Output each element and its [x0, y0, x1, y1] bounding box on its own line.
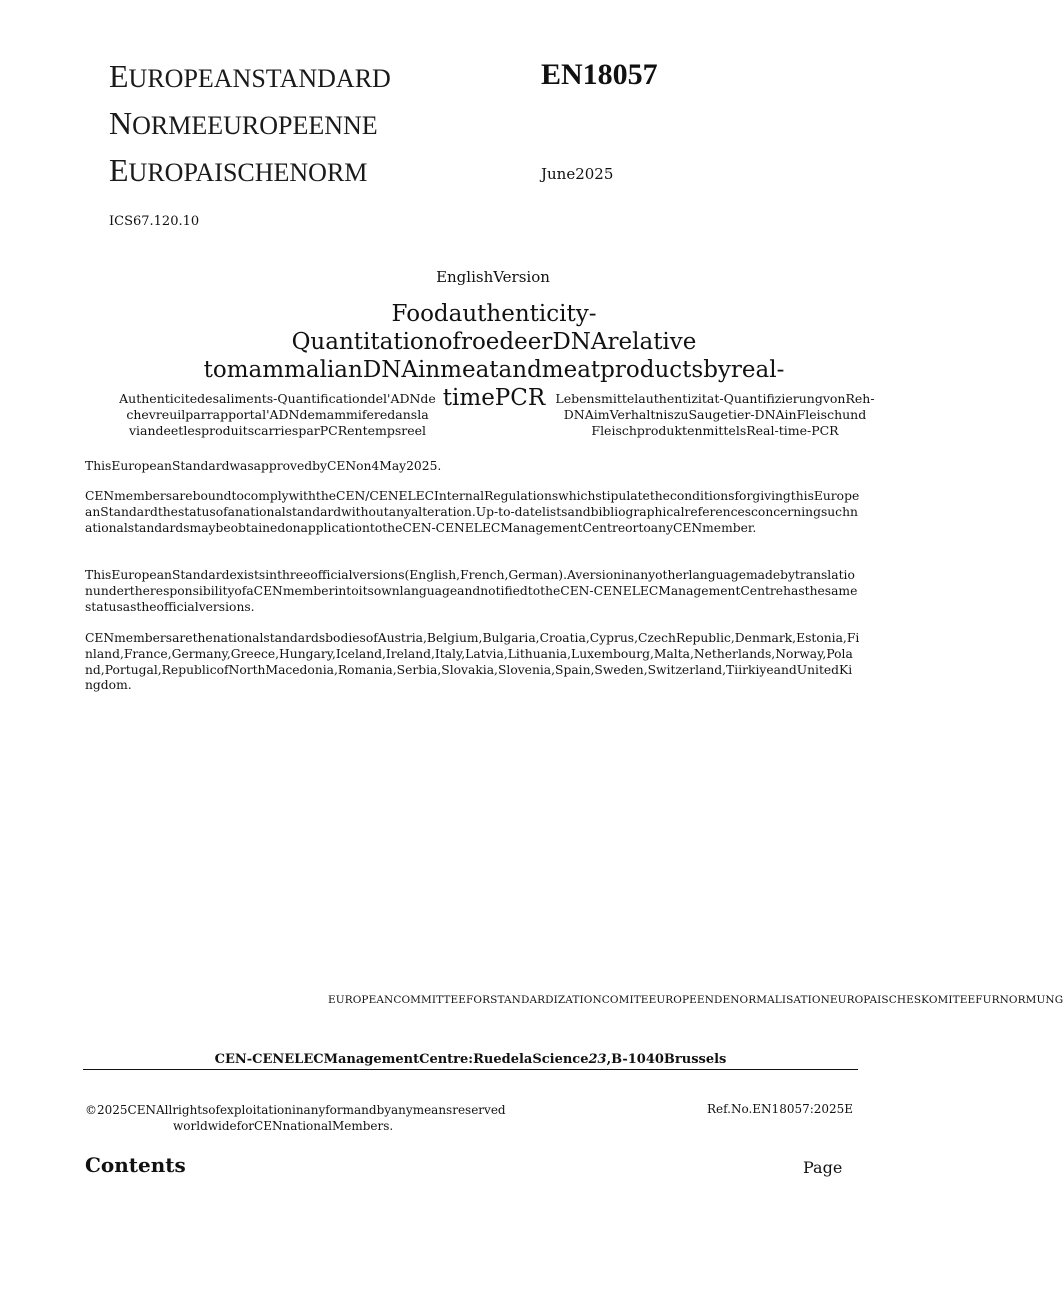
german-title-line: DNAimVerhaltniszuSaugetier-DNAinFleischund: [563, 407, 867, 422]
french-title-line: chevreuilparrapportal'ADNdemammiferedansla: [126, 407, 429, 422]
german-title: [555, 391, 875, 439]
title-european-standard: EUROPEANSTANDARD: [109, 58, 391, 94]
copyright-line: ©2025CENAllrightsofexploitationinanyformandbyanymeansreserved: [85, 1103, 506, 1117]
german-title-line: FleischproduktenmittelsReal-time-PCR: [591, 423, 839, 438]
centre-address-number: 23: [588, 1052, 607, 1067]
page-column-label: Page: [803, 1158, 843, 1177]
approval-paragraph: ThisEuropeanStandardwasapprovedbyCENon4May2025.: [85, 459, 442, 473]
management-centre-address: [83, 1052, 858, 1070]
main-title-line: Foodauthenticity-QuantitationofroedeerDNArelative: [291, 301, 697, 355]
ics-code: ICS67.120.10: [109, 214, 200, 229]
publication-date: June2025: [541, 165, 614, 183]
centre-address-prefix: CEN-CENELECManagementCentre:RuedelaScience: [214, 1052, 589, 1067]
copyright-notice: [85, 1102, 506, 1134]
reference-number: Ref.No.EN18057:2025E: [707, 1102, 854, 1116]
copyright-line: worldwideforCENnationalMembers.: [173, 1119, 394, 1133]
committee-names: EUROPEANCOMMITTEEFORSTANDARDIZATIONCOMITEEUROPEENDENORMALISATIONEUROPAISCHESKOMITEEFURNORMUNG: [328, 994, 1063, 1006]
contents-heading: Contents: [85, 1153, 186, 1177]
official-versions-paragraph: ThisEuropeanStandardexistsinthreeofficialversions(English,French,German).AversioninanyotherlanguagemadebytranslationundertheresponsibilityofaCENmemberintoitsownlanguageandnotifiedtotheCEN-CENELECManagementCentrehasthesamestatusastheofficialversions.: [85, 568, 858, 614]
main-title-line: tomammalianDNAinmeatandmeatproductsbyreal-: [203, 357, 785, 383]
centre-address-suffix: ,B-1040Brussels: [606, 1052, 727, 1067]
main-title-line: timePCR: [442, 385, 546, 411]
cen-members-paragraph: CENmembersarethenationalstandardsbodiesofAustria,Belgium,Bulgaria,Croatia,Cyprus,CzechRepublic,Denmark,Estonia,Finland,France,Germany,Greece,Hungary,Iceland,Ireland,Italy,Latvia,Lithuania,Luxembourg,Malta,Netherlands,Norway,Poland,Portugal,RepublicofNorthMacedonia,Romania,Serbia,Slovakia,Slovenia,Spain,Sweden,Switzerland,TiirkiyeandUnitedKingdom.: [85, 631, 860, 693]
title-europaische-norm: EUROPAISCHENORM: [109, 152, 368, 188]
language-version: EnglishVersion: [436, 268, 550, 286]
title-norme-europeenne: NORMEEUROPEENNE: [109, 105, 378, 141]
french-title: [110, 391, 445, 439]
members-bound-paragraph: CENmembersareboundtocomplywiththeCEN/CENELECInternalRegulationswhichstipulatetheconditionsforgivingthisEuropeanStandardthestatusofanationalstandardwithoutanyalteration.Up-to-datelistsandbibliographicalreferencesconcerningsuchnationalstandardsmaybeobtainedonapplicationtotheCEN-CENELECManagementCentreortoanyCENmember.: [85, 489, 860, 535]
standard-title-block: [109, 54, 391, 195]
french-title-line: Authenticitedesaliments-Quantificationdel'ADNde: [119, 391, 436, 406]
standard-number: EN18057: [541, 58, 658, 91]
german-title-line: Lebensmittelauthentizitat-QuantifizierungvonReh-: [555, 391, 875, 406]
french-title-line: viandeetlesproduitscarriesparPCRentempsreel: [128, 423, 427, 438]
